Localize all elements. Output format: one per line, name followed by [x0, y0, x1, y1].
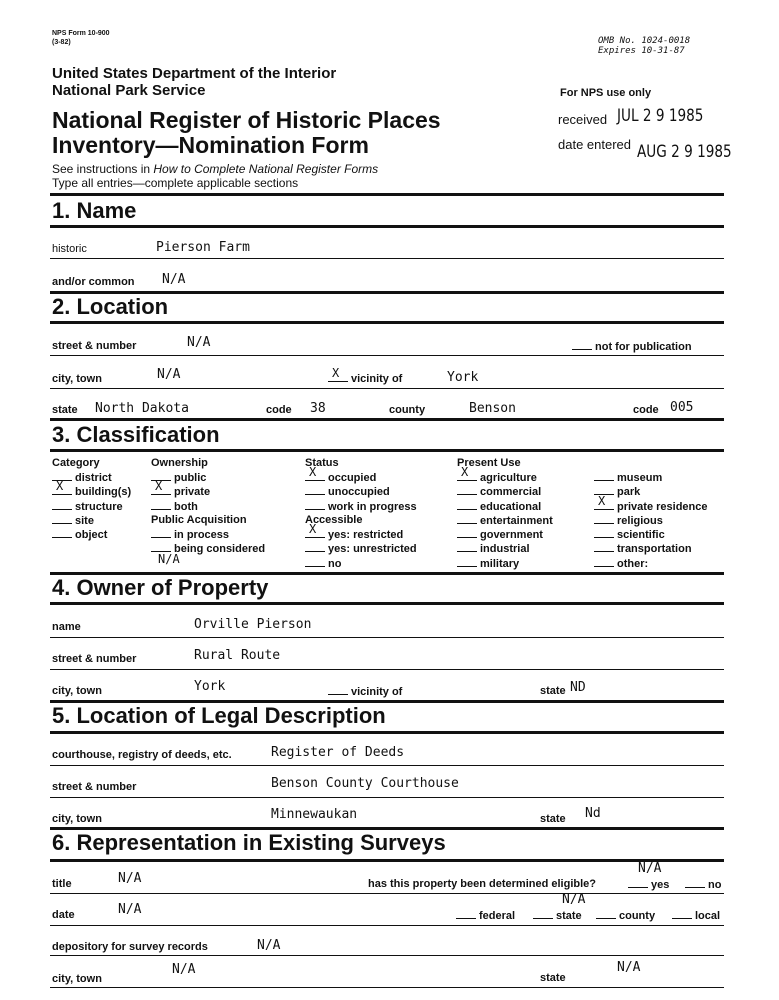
checkbox-option[interactable] — [52, 479, 132, 499]
legal-city-value: Minnewaukan — [271, 807, 358, 822]
date-entered-stamp: AUG 2 9 1985 — [637, 142, 732, 162]
eligible-label: has this property been determined eligible? — [368, 878, 596, 890]
field-rule — [50, 669, 724, 670]
owner-state-label: state — [540, 685, 566, 697]
street-number-value: N/A — [187, 335, 211, 350]
city-town-value: N/A — [157, 367, 181, 382]
legal-city-label: city, town — [52, 813, 102, 825]
checkbox-blank[interactable] — [457, 500, 477, 510]
accessible-list — [305, 522, 417, 571]
checkbox-blank[interactable] — [52, 500, 72, 510]
checkbox-mark: X — [56, 479, 64, 494]
county-code-label: code — [633, 404, 659, 416]
checkbox-blank[interactable] — [457, 542, 477, 552]
checkbox-label: site — [75, 514, 94, 527]
checkbox-option[interactable] — [457, 557, 553, 571]
agency-name: United States Department of the Interior — [52, 65, 337, 82]
checkbox-label: yes: restricted — [328, 529, 404, 541]
checkbox-blank[interactable] — [305, 465, 325, 481]
checkbox-blank[interactable] — [457, 557, 477, 567]
checkbox-option[interactable] — [305, 557, 417, 571]
survey-title-label: title — [52, 878, 72, 890]
owner-city-label: city, town — [52, 685, 102, 697]
checkbox-option[interactable] — [594, 528, 708, 542]
checkbox-label: educational — [480, 500, 542, 513]
section-rule — [50, 859, 724, 862]
checkbox-blank[interactable] — [305, 557, 325, 567]
category-list — [52, 471, 131, 542]
city-town-label: city, town — [52, 373, 102, 385]
checkbox-option[interactable] — [151, 528, 265, 542]
checkbox-blank[interactable] — [594, 557, 614, 567]
checkbox-option[interactable] — [305, 542, 417, 556]
legal-state-label: state — [540, 813, 566, 825]
owner-name-value: Orville Pierson — [194, 617, 312, 632]
checkbox-blank[interactable] — [151, 479, 171, 495]
checkbox-option[interactable] — [52, 514, 131, 528]
present-use-list-2 — [594, 471, 708, 571]
checkbox-mark: X — [309, 465, 317, 479]
level-na: N/A — [562, 892, 586, 907]
owner-name-label: name — [52, 621, 81, 633]
checkbox-blank[interactable] — [52, 528, 72, 538]
eligible-na: N/A — [638, 861, 662, 876]
county-value: Benson — [469, 401, 516, 416]
checkbox-label: yes: unrestricted — [328, 543, 417, 556]
field-rule — [50, 987, 724, 988]
category-heading: Category — [52, 457, 100, 469]
form-number: NPS Form 10-900 — [52, 30, 110, 37]
nps-use-label: For NPS use only — [560, 87, 652, 99]
section-3-heading: 3. Classification — [52, 422, 220, 447]
historic-value: Pierson Farm — [156, 240, 250, 255]
checkbox-option[interactable] — [457, 485, 553, 499]
checkbox-label: private residence — [617, 500, 708, 513]
courthouse-label: courthouse, registry of deeds, etc. — [52, 749, 232, 761]
status-heading: Status — [305, 457, 339, 469]
checkbox-mark: X — [309, 522, 317, 536]
checkbox-blank[interactable] — [52, 479, 72, 495]
checkbox-label: entertainment — [480, 514, 553, 527]
checkbox-option[interactable] — [52, 500, 131, 514]
present-use-list-1 — [457, 465, 553, 571]
checkbox-blank[interactable] — [52, 514, 72, 524]
checkbox-blank[interactable] — [457, 485, 477, 495]
checkbox-option[interactable] — [52, 471, 131, 485]
accessible-heading: Accessible — [305, 514, 363, 526]
received-stamp: JUL 2 9 1985 — [617, 106, 704, 126]
checkbox-option[interactable] — [594, 514, 708, 528]
checkbox-option[interactable] — [305, 465, 417, 485]
state-code-label: code — [266, 404, 292, 416]
checkbox-option[interactable] — [457, 528, 553, 542]
checkbox-label: object — [75, 529, 108, 542]
checkbox-label: unoccupied — [328, 486, 390, 499]
checkbox-label: private — [174, 486, 211, 499]
checkbox-mark: X — [155, 479, 163, 494]
section-rule — [50, 449, 724, 452]
owner-street-value: Rural Route — [194, 648, 281, 663]
level-local: local — [672, 909, 720, 922]
checkbox-label: work in progress — [328, 500, 417, 513]
county-label: county — [389, 404, 426, 416]
owner-state-value: ND — [570, 680, 586, 695]
form-date: (3-82) — [52, 39, 71, 46]
depository-label: depository for survey records — [52, 941, 208, 953]
section-2-heading: 2. Location — [52, 294, 169, 319]
present-use-heading: Present Use — [457, 457, 521, 469]
level-state: state — [533, 909, 582, 922]
checkbox-label: building(s) — [75, 486, 132, 499]
checkbox-label: both — [174, 500, 198, 513]
common-name-value: N/A — [162, 272, 186, 287]
field-rule — [50, 258, 724, 259]
depository-value: N/A — [257, 938, 281, 953]
street-number-label: street & number — [52, 340, 137, 352]
acquisition-na: N/A — [158, 552, 180, 566]
checkbox-option[interactable] — [305, 500, 417, 514]
level-county: county — [596, 909, 655, 922]
owner-vicinity: vicinity of — [328, 685, 402, 698]
checkbox-label: no — [328, 557, 342, 570]
legal-street-value: Benson County Courthouse — [271, 776, 459, 791]
owner-street-label: street & number — [52, 653, 137, 665]
checkbox-label: structure — [75, 500, 123, 513]
checkbox-blank[interactable] — [151, 542, 171, 552]
checkbox-label: occupied — [328, 472, 377, 484]
checkbox-option[interactable] — [594, 557, 708, 571]
acquisition-heading: Public Acquisition — [151, 514, 247, 526]
checkbox-label: transportation — [617, 543, 692, 556]
state-code-value: 38 — [310, 401, 326, 416]
state-label: state — [52, 404, 78, 416]
checkbox-option[interactable] — [457, 514, 553, 528]
checkbox-blank[interactable] — [594, 542, 614, 552]
checkbox-mark: X — [461, 465, 469, 479]
field-rule — [50, 797, 724, 798]
survey-date-value: N/A — [118, 902, 142, 917]
courthouse-value: Register of Deeds — [271, 745, 405, 760]
checkbox-label: agriculture — [480, 472, 537, 484]
checkbox-option[interactable] — [594, 485, 708, 499]
checkbox-option[interactable] — [305, 522, 417, 542]
historic-label: historic — [52, 243, 87, 255]
checkbox-blank[interactable] — [305, 485, 325, 495]
checkbox-blank[interactable] — [457, 528, 477, 538]
section-rule — [50, 731, 724, 734]
status-list — [305, 465, 417, 514]
section-rule — [50, 418, 724, 421]
owner-city-value: York — [194, 679, 226, 694]
section-rule — [50, 225, 724, 228]
checkbox-label: park — [617, 486, 641, 499]
checkbox-blank[interactable] — [305, 542, 325, 552]
eligible-no: no — [685, 878, 721, 891]
checkbox-blank[interactable] — [151, 500, 171, 510]
checkbox-blank[interactable] — [305, 522, 325, 538]
field-rule — [50, 765, 724, 766]
section-1-heading: 1. Name — [52, 198, 137, 223]
eligible-yes: yes — [628, 878, 669, 891]
survey-date-label: date — [52, 909, 75, 921]
section-rule — [50, 602, 724, 605]
checkbox-label: in process — [174, 529, 230, 541]
ownership-heading: Ownership — [151, 457, 208, 469]
checkbox-blank[interactable] — [594, 514, 614, 524]
checkbox-option[interactable] — [594, 471, 708, 485]
checkbox-label: museum — [617, 472, 663, 484]
checkbox-mark: X — [598, 493, 606, 508]
legal-street-label: street & number — [52, 781, 137, 793]
survey-state-value: N/A — [617, 960, 641, 975]
checkbox-option[interactable] — [457, 500, 553, 514]
section-4-heading: 4. Owner of Property — [52, 575, 269, 600]
date-entered-label: date entered — [558, 137, 632, 152]
checkbox-blank[interactable] — [457, 465, 477, 481]
instructions-line2: Type all entries—complete applicable sections — [52, 176, 299, 190]
survey-state-label: state — [540, 972, 566, 984]
instructions-line1: See instructions in How to Complete National Register Forms — [52, 162, 379, 176]
survey-title-value: N/A — [118, 871, 142, 886]
checkbox-label: government — [480, 529, 543, 542]
checkbox-blank[interactable] — [457, 514, 477, 524]
checkbox-label: scientific — [617, 529, 665, 542]
section-6-heading: 6. Representation in Existing Surveys — [52, 830, 446, 855]
checkbox-label: district — [75, 472, 112, 484]
checkbox-option[interactable] — [594, 493, 708, 514]
level-federal: federal — [456, 909, 515, 922]
checkbox-blank[interactable] — [594, 471, 614, 481]
form-title-line2: Inventory—Nomination Form — [52, 132, 369, 158]
checkbox-option[interactable] — [151, 500, 210, 514]
checkbox-label: public — [174, 472, 207, 484]
survey-city-value: N/A — [172, 962, 196, 977]
vicinity-of: X vicinity of — [328, 372, 402, 385]
expires-date: Expires 10-31-87 — [598, 46, 685, 56]
received-label: received — [558, 112, 608, 127]
checkbox-option[interactable] — [594, 542, 708, 556]
checkbox-option[interactable] — [457, 542, 553, 556]
county-code-value: 005 — [670, 400, 694, 415]
checkbox-option[interactable] — [52, 528, 131, 542]
checkbox-blank[interactable] — [305, 500, 325, 510]
field-rule — [50, 355, 724, 356]
ownership-list — [151, 471, 210, 514]
checkbox-label: military — [480, 557, 520, 570]
checkbox-label: other: — [617, 557, 649, 570]
checkbox-label: industrial — [480, 543, 530, 556]
not-for-publication: not for publication — [572, 340, 692, 353]
field-rule — [50, 893, 724, 894]
checkbox-label: being considered — [174, 543, 266, 556]
survey-city-label: city, town — [52, 973, 102, 985]
form-title-line1: National Register of Historic Places — [52, 107, 441, 133]
section-rule — [50, 193, 724, 196]
checkbox-label: commercial — [480, 486, 542, 499]
section-5-heading: 5. Location of Legal Description — [52, 703, 386, 728]
field-rule — [50, 388, 724, 389]
common-name-label: and/or common — [52, 276, 135, 288]
state-value: North Dakota — [95, 401, 189, 416]
checkbox-blank[interactable] — [594, 493, 614, 510]
checkbox-blank[interactable] — [151, 528, 171, 538]
field-rule — [50, 637, 724, 638]
bureau-name: National Park Service — [52, 82, 206, 99]
checkbox-option[interactable] — [457, 465, 553, 485]
checkbox-option[interactable] — [151, 479, 211, 499]
field-rule — [50, 955, 724, 956]
field-rule — [50, 925, 724, 926]
checkbox-blank[interactable] — [594, 528, 614, 538]
section-rule — [50, 321, 724, 324]
checkbox-label: religious — [617, 514, 663, 527]
checkbox-option[interactable] — [305, 485, 417, 499]
vicinity-value: York — [447, 370, 479, 385]
omb-number: OMB No. 1024-0018 — [598, 36, 691, 46]
legal-state-value: Nd — [585, 806, 601, 821]
